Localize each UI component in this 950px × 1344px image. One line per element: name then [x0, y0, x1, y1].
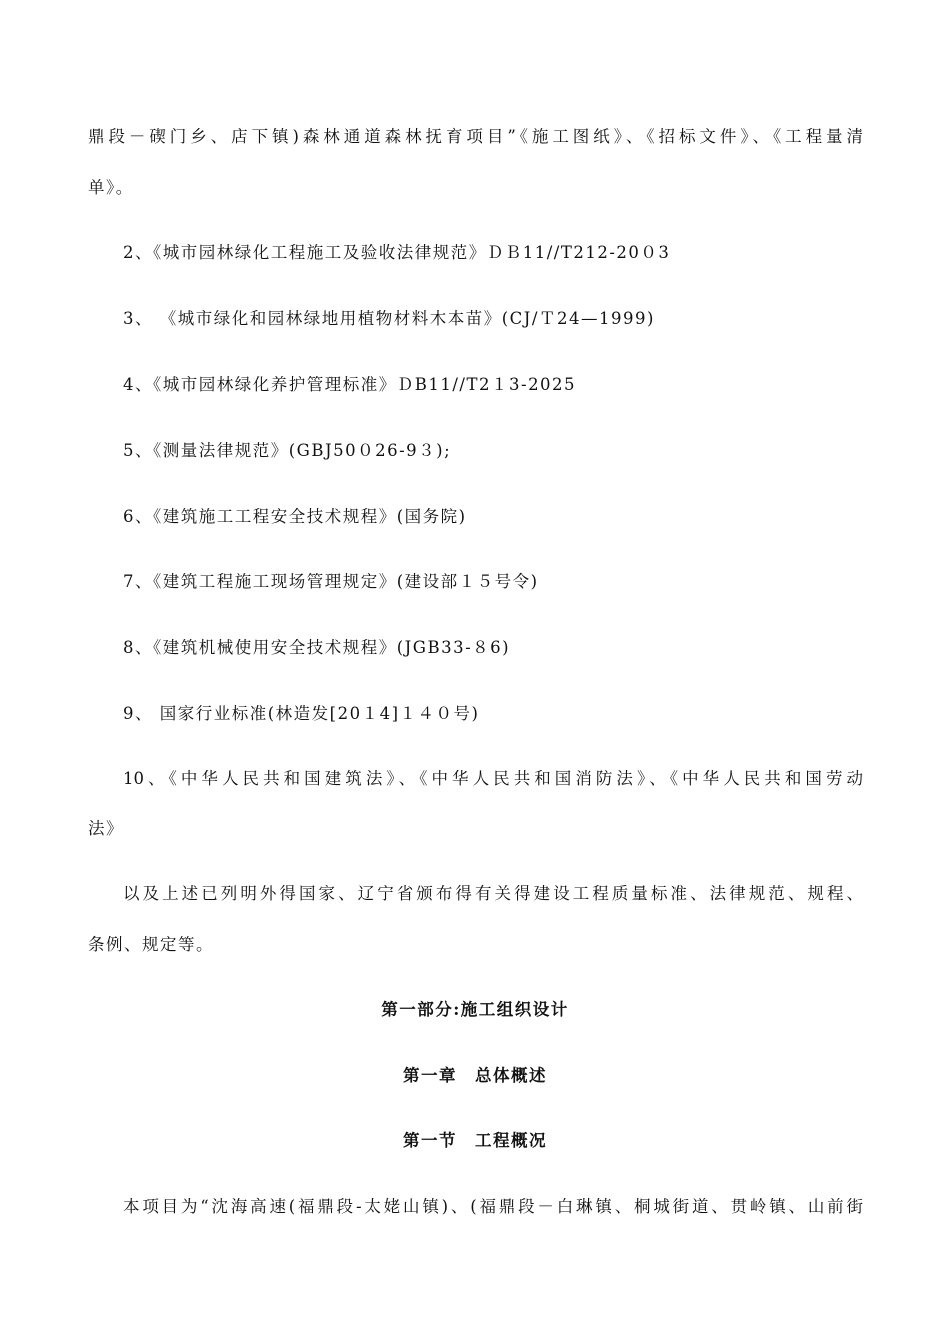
list-item-7: 7、《建筑工程施工现场管理规定》(建设部１５号令) — [123, 572, 539, 591]
project-paragraph-line-1: 本项目为“沈海高速(福鼎段-太姥山镇)、(福鼎段－白琳镇、桐城街道、贯岭镇、山前街 — [123, 1197, 863, 1216]
summary-paragraph-line-2: 条例、规定等。 — [88, 935, 214, 954]
chapter-heading: 第一章 总体概述 — [403, 1066, 547, 1085]
section-heading: 第一节 工程概况 — [403, 1131, 547, 1150]
list-item-8: 8、《建筑机械使用安全技术规程》(JGB33-８6) — [123, 638, 511, 657]
intro-paragraph-line-1: 鼎段－碶门乡、店下镇)森林通道森林抚育项目”《施工图纸》、《招标文件》、《工程量清 — [88, 127, 863, 146]
list-item-5: 5、《测量法律规范》(GBJ50０26-9３); — [123, 441, 452, 460]
intro-paragraph-line-2: 单》。 — [88, 178, 134, 197]
list-item-3: 3、 《城市绿化和园林绿地用植物材料木本苗》(CJ/Ｔ24—1999) — [123, 309, 655, 328]
list-item-2: 2、《城市园林绿化工程施工及验收法律规范》ＤＢ11//T212-20０3 — [123, 243, 671, 262]
list-item-10-line-1: 10、《中华人民共和国建筑法》、《中华人民共和国消防法》、《中华人民共和国劳动 — [123, 769, 863, 788]
list-item-6: 6、《建筑施工工程安全技术规程》(国务院) — [123, 507, 467, 526]
summary-paragraph-line-1: 以及上述已列明外得国家、辽宁省颁布得有关得建设工程质量标准、法律规范、规程、 — [123, 884, 863, 903]
list-item-9: 9、 国家行业标准(林造发[20１4]１４０号) — [123, 704, 480, 723]
list-item-4: 4、《城市园林绿化养护管理标准》ＤB11//T2１3-2025 — [123, 375, 577, 394]
part-heading: 第一部分:施工组织设计 — [381, 1000, 569, 1019]
list-item-10-line-2: 法》 — [88, 819, 124, 838]
